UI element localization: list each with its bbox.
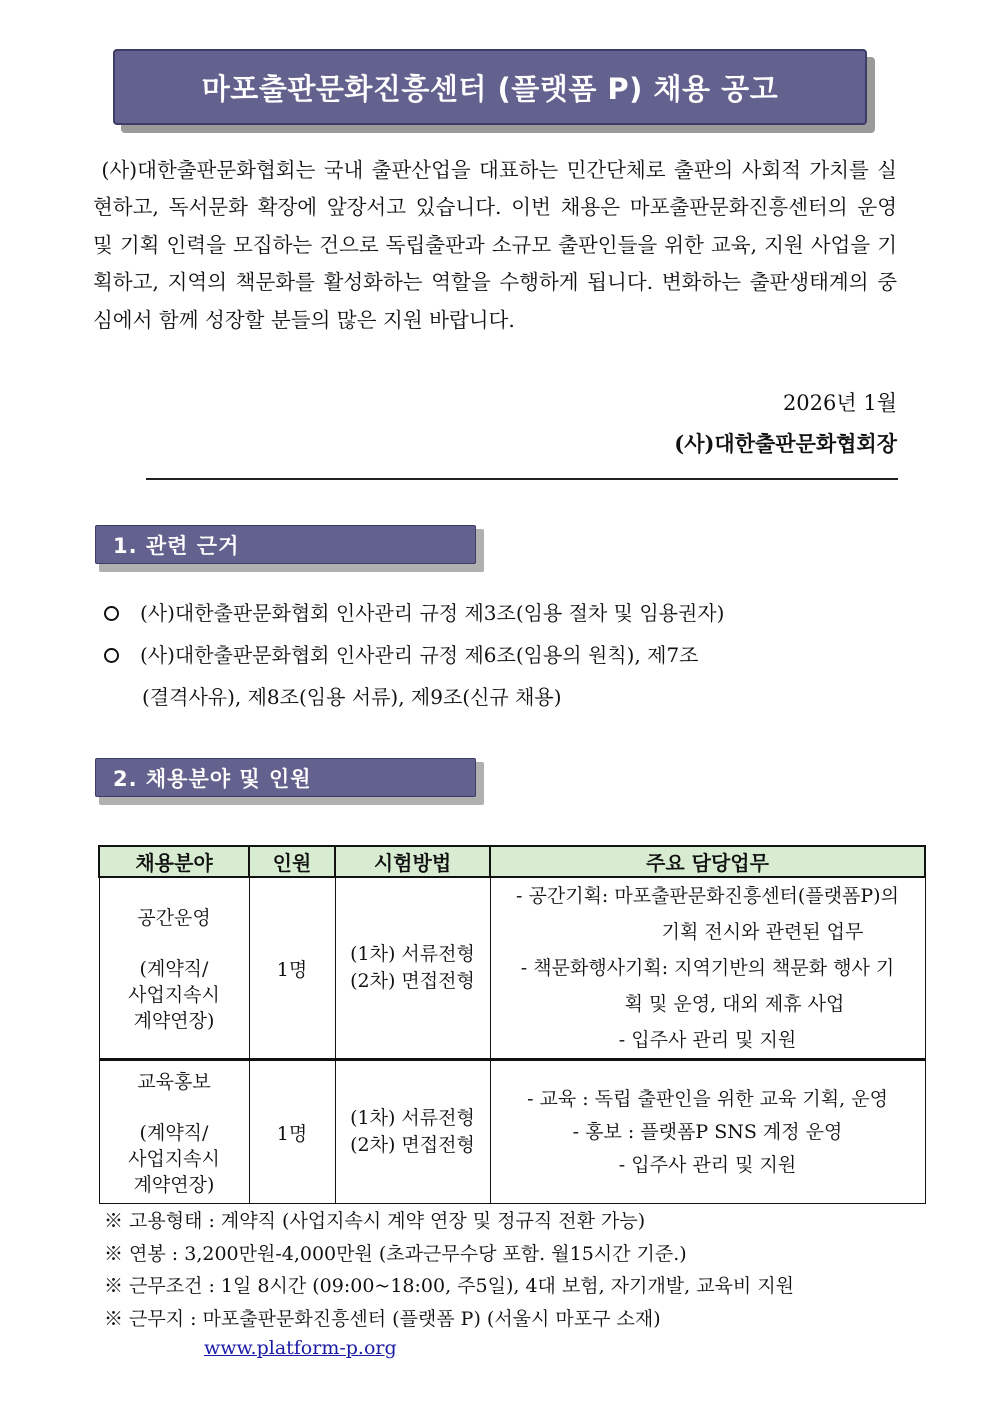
field-cell (99, 1060, 249, 1204)
method-step: (2차) 면접전형 (350, 970, 475, 992)
duty-line: - 입주사 관리 및 지원 (618, 1029, 797, 1051)
page-title: 마포출판문화진흥센터 (플랫폼 P) 채용 공고 (201, 71, 779, 106)
title-banner-box (113, 49, 867, 125)
duties-cell (490, 877, 925, 1060)
duty-line: - 교육 : 독립 출판인을 위한 교육 기획, 운영 (527, 1087, 888, 1110)
note-item: ※ 근무조건 : 1일 8시간 (09:00~18:00, 주5일), 4대 보험, 자기개발, 교육비 지원 (104, 1275, 795, 1297)
count-cell: 1명 (249, 1060, 335, 1204)
field-sub: 계약연장) (133, 1173, 215, 1196)
duty-line: - 공간기획: 마포출판문화진흥센터(플랫폼P)의 (516, 885, 899, 907)
list-item-text-continued: (결격사유), 제8조(임용 서류), 제9조(신규 채용) (142, 685, 562, 709)
field-name: 공간운영 (137, 906, 211, 929)
field-sub: (계약직/ (139, 957, 209, 980)
table-header-row (99, 846, 925, 877)
intro-paragraph (93, 152, 897, 339)
method-cell (335, 1060, 490, 1204)
circle-bullet-icon (104, 648, 119, 663)
notes-list (104, 1205, 794, 1335)
method-step: (1차) 서류전형 (350, 943, 475, 965)
website-link[interactable]: www.platform-p.org (204, 1337, 397, 1359)
method-cell (335, 877, 490, 1060)
intro-text: (사)대한출판문화협회는 국내 출판산업을 대표하는 민간단체로 출판의 사회적 가치를 실현하고, 독서문화 확장에 앞장서고 있습니다. 이번 채용은 마포출판문화진흥센터의 운영 및 기획 인력을 모집하는 건으로 독립출판과 소규모 출판인들을 위한 교육, 지원 사업을 기획하고, 지역의 책문화를 활성화하는 역할을 수행하게 됩니다. 변화하는 출판생태계의 중심에서 함께 성장할 분들의 많은 지원 바랍니다. (93, 158, 897, 332)
list-item-text: (사)대한출판문화협회 인사관리 규정 제6조(임용의 원칙), 제7조 (140, 643, 699, 667)
section-1-header (95, 525, 480, 568)
field-name: 교육홍보 (137, 1070, 211, 1093)
duty-line: - 홍보 : 플랫폼P SNS 계정 운영 (572, 1120, 843, 1143)
title-banner (113, 49, 867, 125)
column-header: 인원 (249, 846, 335, 877)
note-item: ※ 연봉 : 3,200만원-4,000만원 (초과근무수당 포함. 월15시간 기준.) (104, 1242, 687, 1265)
section-1-header-box (95, 525, 476, 564)
column-header: 주요 담당업무 (490, 846, 925, 877)
duty-line: 획 및 운영, 대외 제휴 사업 (624, 993, 845, 1015)
circle-bullet-icon (104, 606, 119, 621)
note-item: ※ 고용형태 : 계약직 (사업지속시 계약 연장 및 정규직 전환 가능) (104, 1210, 646, 1232)
list-item-text: (사)대한출판문화협회 인사관리 규정 제3조(임용 절차 및 임용권자) (140, 601, 725, 625)
note-item: ※ 근무지 : 마포출판문화진흥센터 (플랫폼 P) (서울시 마포구 소재) (104, 1307, 661, 1330)
section-2-heading: 2. 채용분야 및 인원 (113, 766, 312, 791)
notice-date: 2026년 1월 (782, 391, 897, 415)
count-cell: 1명 (249, 877, 335, 1060)
section-1-heading: 1. 관련 근거 (113, 533, 240, 558)
method-step: (2차) 면접전형 (350, 1134, 475, 1156)
section-2-header-box (95, 758, 476, 797)
section-2-header (95, 758, 480, 801)
method-step: (1차) 서류전형 (350, 1107, 475, 1129)
duties-cell (490, 1060, 925, 1204)
field-sub: (계약직/ (139, 1121, 209, 1144)
table-row (99, 1060, 925, 1204)
field-sub: 계약연장) (133, 1009, 215, 1032)
field-cell (99, 877, 249, 1060)
legal-basis-list (100, 592, 900, 718)
duty-line: - 입주사 관리 및 지원 (618, 1153, 797, 1176)
duty-line: - 책문화행사기획: 지역기반의 책문화 행사 기 (520, 957, 895, 979)
column-header: 채용분야 (99, 846, 249, 877)
list-item (100, 634, 900, 718)
divider (146, 478, 898, 480)
field-sub: 사업지속시 (128, 983, 220, 1006)
recruitment-table (98, 845, 926, 1204)
table-row (99, 877, 925, 1060)
field-sub: 사업지속시 (128, 1147, 220, 1170)
list-item (100, 592, 900, 634)
column-header: 시험방법 (335, 846, 490, 877)
notice-signer: (사)대한출판문화협회장 (674, 431, 897, 456)
duty-line: 기획 전시와 관련된 업무 (661, 921, 864, 943)
